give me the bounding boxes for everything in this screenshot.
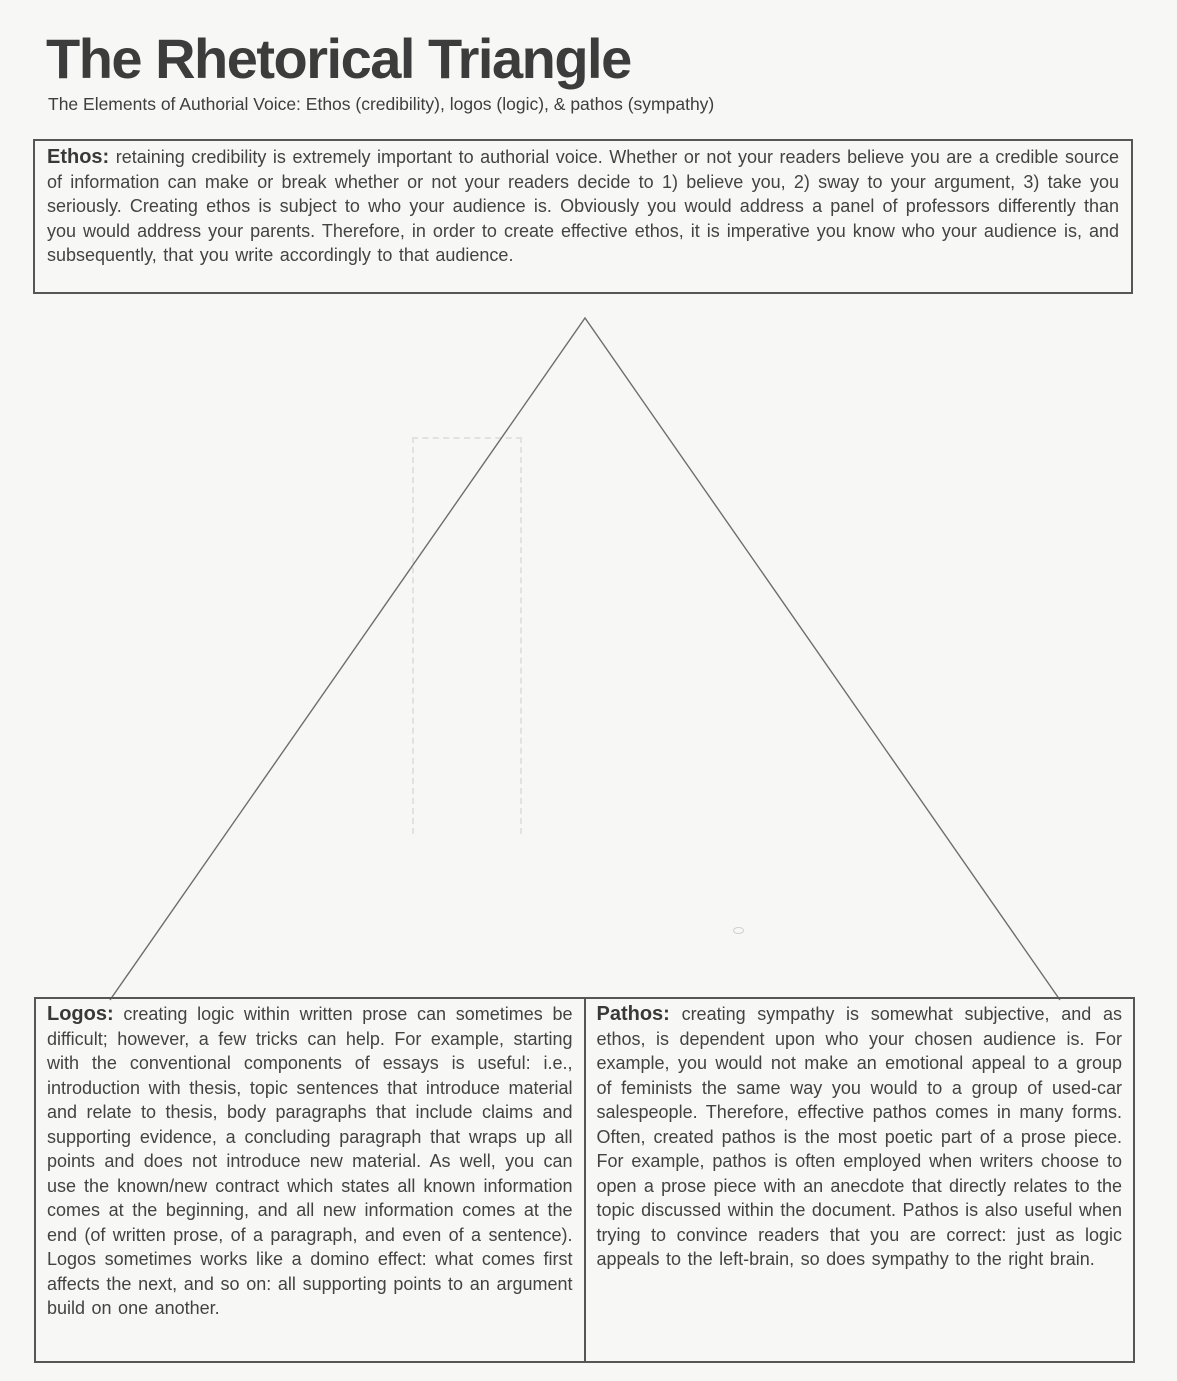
pathos-paragraph	[597, 1002, 1123, 1272]
page-subtitle: The Elements of Authorial Voice: Ethos (credibility), logos (logic), & pathos (sympathy)	[48, 94, 715, 114]
ethos-term-label: Ethos:	[47, 146, 110, 168]
ethos-paragraph	[47, 145, 1119, 268]
ethos-body-text: retaining credibility is extremely important to authorial voice. Whether or not your readers believe you are a credible source of information can make or break whether or not your readers decide to 1) believe you, 2) sway to your argument, 3) take you seriously. Creating ethos is subject to who your audience is. Obviously you would address a panel of professors differently than you would address your parents. Therefore, in order to create effective ethos, it is imperative you know who your audience is, and subsequently, that you write accordingly to that audience.	[47, 147, 1119, 265]
pathos-panel	[584, 999, 1134, 1361]
bottom-panels-row	[34, 997, 1135, 1363]
logos-body-text: creating logic within written prose can sometimes be difficult; however, a few tricks can help. For example, starting with the conventional components of essays is useful: i.e., introduction with thesis, topic sentences that introduce material and relate to thesis, body paragraphs that include claims and supporting evidence, a concluding paragraph that wraps up all points and does not introduce new material. As well, you can use the known/new contract which states all known information comes at the beginning, and all new information comes at the end (of written prose, of a paragraph, and even of a sentence). Logos sometimes works like a domino effect: what comes first affects the next, and so on: all supporting points to an argument build on one another.	[47, 1004, 573, 1318]
triangle-outline	[110, 318, 1060, 1000]
page-title: The Rhetorical Triangle	[46, 27, 631, 90]
pathos-term-label: Pathos:	[596, 1003, 670, 1025]
pathos-body-text: creating sympathy is somewhat subjective, and as ethos, is dependent upon who your chosen audience is. For example, you would not make an emotional appeal to a group of feminists the same way you would to a group of used-car salespeople. Therefore, effective pathos comes in many forms. Often, created pathos is the most poetic part of a prose piece. For example, pathos is often employed when writers choose to open a prose piece with an anecdote that directly relates to the topic discussed within the document. Pathos is also useful when trying to convince readers that you are correct: just as logic appeals to the left-brain, so does sympathy to the right brain.	[596, 1004, 1122, 1269]
ethos-panel	[33, 139, 1133, 294]
scan-speck-artifact	[733, 927, 744, 934]
logos-term-label: Logos:	[47, 1003, 114, 1025]
scan-ghost-artifact	[412, 437, 522, 834]
logos-paragraph	[47, 1002, 573, 1321]
logos-panel	[36, 999, 584, 1361]
